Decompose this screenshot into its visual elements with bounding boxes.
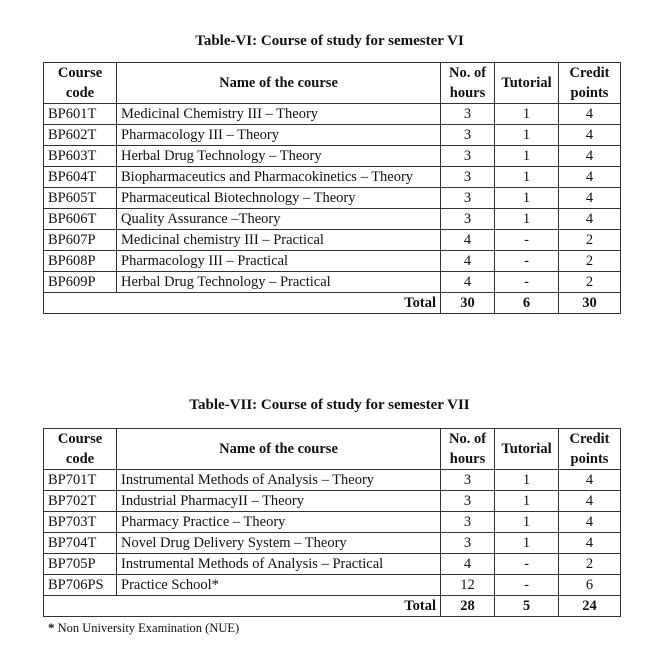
course-name-cell: Pharmacy Practice – Theory xyxy=(117,512,441,533)
tutorial-cell: 1 xyxy=(495,491,559,512)
table-body xyxy=(44,104,621,314)
table-7-title: Table-VII: Course of study for semester VII xyxy=(189,397,470,413)
table-row xyxy=(44,125,621,146)
course-name-cell: Herbal Drug Technology – Practical xyxy=(117,272,441,293)
tutorial-cell: - xyxy=(495,554,559,575)
course-name-cell: Biopharmaceutics and Pharmacokinetics – Theory xyxy=(117,167,441,188)
total-tutorial: 5 xyxy=(495,596,559,617)
tutorial-cell: 1 xyxy=(495,209,559,230)
tutorial-cell: - xyxy=(495,251,559,272)
course-code-cell: BP705P xyxy=(44,554,117,575)
table-row xyxy=(44,167,621,188)
table-6-title: Table-VI: Course of study for semester VI xyxy=(195,33,464,49)
header-course-code: Course code xyxy=(44,429,117,470)
course-name-cell: Medicinal Chemistry III – Theory xyxy=(117,104,441,125)
tutorial-cell: 1 xyxy=(495,533,559,554)
hours-cell: 3 xyxy=(441,470,495,491)
course-code-cell: BP607P xyxy=(44,230,117,251)
tutorial-cell: 1 xyxy=(495,125,559,146)
hours-cell: 3 xyxy=(441,125,495,146)
credits-cell: 2 xyxy=(559,272,621,293)
course-name-cell: Instrumental Methods of Analysis – Practical xyxy=(117,554,441,575)
course-code-cell: BP601T xyxy=(44,104,117,125)
table-row xyxy=(44,104,621,125)
semester-7-table xyxy=(43,428,621,617)
course-name-cell: Instrumental Methods of Analysis – Theory xyxy=(117,470,441,491)
credits-cell: 2 xyxy=(559,554,621,575)
course-name-cell: Herbal Drug Technology – Theory xyxy=(117,146,441,167)
footnote-asterisk: * xyxy=(48,620,55,635)
tutorial-cell: 1 xyxy=(495,146,559,167)
hours-cell: 3 xyxy=(441,512,495,533)
course-code-cell: BP603T xyxy=(44,146,117,167)
tutorial-cell: 1 xyxy=(495,470,559,491)
course-name-cell: Quality Assurance –Theory xyxy=(117,209,441,230)
credits-cell: 2 xyxy=(559,230,621,251)
tutorial-cell: 1 xyxy=(495,104,559,125)
tutorial-cell: 1 xyxy=(495,512,559,533)
table-row xyxy=(44,272,621,293)
hours-cell: 3 xyxy=(441,167,495,188)
total-label: Total xyxy=(44,596,441,617)
table-row xyxy=(44,575,621,596)
hours-cell: 3 xyxy=(441,104,495,125)
credits-cell: 6 xyxy=(559,575,621,596)
hours-cell: 3 xyxy=(441,188,495,209)
total-credits: 30 xyxy=(559,293,621,314)
credits-cell: 4 xyxy=(559,512,621,533)
credits-cell: 4 xyxy=(559,125,621,146)
footnote xyxy=(48,620,239,636)
table-row xyxy=(44,209,621,230)
total-tutorial: 6 xyxy=(495,293,559,314)
course-code-cell: BP609P xyxy=(44,272,117,293)
header-course-code: Course code xyxy=(44,63,117,104)
table-row xyxy=(44,491,621,512)
header-tutorial: Tutorial xyxy=(495,429,559,470)
credits-cell: 4 xyxy=(559,104,621,125)
course-name-cell: Practice School* xyxy=(117,575,441,596)
table-row xyxy=(44,188,621,209)
course-name-cell: Pharmaceutical Biotechnology – Theory xyxy=(117,188,441,209)
header-hours: No. of hours xyxy=(441,63,495,104)
course-code-cell: BP606T xyxy=(44,209,117,230)
header-credits: Credit points xyxy=(559,429,621,470)
course-code-cell: BP608P xyxy=(44,251,117,272)
table-header-row xyxy=(44,429,621,470)
course-code-cell: BP702T xyxy=(44,491,117,512)
total-hours: 28 xyxy=(441,596,495,617)
header-hours: No. of hours xyxy=(441,429,495,470)
hours-cell: 4 xyxy=(441,272,495,293)
total-credits: 24 xyxy=(559,596,621,617)
credits-cell: 4 xyxy=(559,491,621,512)
table-header-row xyxy=(44,63,621,104)
hours-cell: 3 xyxy=(441,491,495,512)
course-code-cell: BP602T xyxy=(44,125,117,146)
credits-cell: 4 xyxy=(559,533,621,554)
tutorial-cell: - xyxy=(495,230,559,251)
hours-cell: 3 xyxy=(441,209,495,230)
course-code-cell: BP706PS xyxy=(44,575,117,596)
table-body xyxy=(44,470,621,617)
footnote-text: Non University Examination (NUE) xyxy=(54,621,240,635)
total-row xyxy=(44,596,621,617)
hours-cell: 4 xyxy=(441,251,495,272)
header-tutorial: Tutorial xyxy=(495,63,559,104)
credits-cell: 2 xyxy=(559,251,621,272)
course-name-cell: Pharmacology III – Practical xyxy=(117,251,441,272)
table-row xyxy=(44,146,621,167)
hours-cell: 4 xyxy=(441,554,495,575)
hours-cell: 3 xyxy=(441,146,495,167)
course-code-cell: BP604T xyxy=(44,167,117,188)
course-code-cell: BP701T xyxy=(44,470,117,491)
course-code-cell: BP605T xyxy=(44,188,117,209)
course-name-cell: Pharmacology III – Theory xyxy=(117,125,441,146)
tutorial-cell: - xyxy=(495,272,559,293)
credits-cell: 4 xyxy=(559,167,621,188)
credits-cell: 4 xyxy=(559,146,621,167)
total-hours: 30 xyxy=(441,293,495,314)
credits-cell: 4 xyxy=(559,209,621,230)
total-label: Total xyxy=(44,293,441,314)
header-course-name: Name of the course xyxy=(117,63,441,104)
hours-cell: 3 xyxy=(441,533,495,554)
course-name-cell: Novel Drug Delivery System – Theory xyxy=(117,533,441,554)
header-credits: Credit points xyxy=(559,63,621,104)
table-row xyxy=(44,251,621,272)
header-course-name: Name of the course xyxy=(117,429,441,470)
credits-cell: 4 xyxy=(559,470,621,491)
hours-cell: 12 xyxy=(441,575,495,596)
table-row xyxy=(44,554,621,575)
tutorial-cell: 1 xyxy=(495,167,559,188)
table-row xyxy=(44,512,621,533)
semester-6-table xyxy=(43,62,621,314)
course-name-cell: Medicinal chemistry III – Practical xyxy=(117,230,441,251)
total-row xyxy=(44,293,621,314)
table-row xyxy=(44,470,621,491)
course-code-cell: BP703T xyxy=(44,512,117,533)
table-row xyxy=(44,230,621,251)
hours-cell: 4 xyxy=(441,230,495,251)
table-row xyxy=(44,533,621,554)
tutorial-cell: 1 xyxy=(495,188,559,209)
tutorial-cell: - xyxy=(495,575,559,596)
credits-cell: 4 xyxy=(559,188,621,209)
course-code-cell: BP704T xyxy=(44,533,117,554)
course-name-cell: Industrial PharmacyII – Theory xyxy=(117,491,441,512)
